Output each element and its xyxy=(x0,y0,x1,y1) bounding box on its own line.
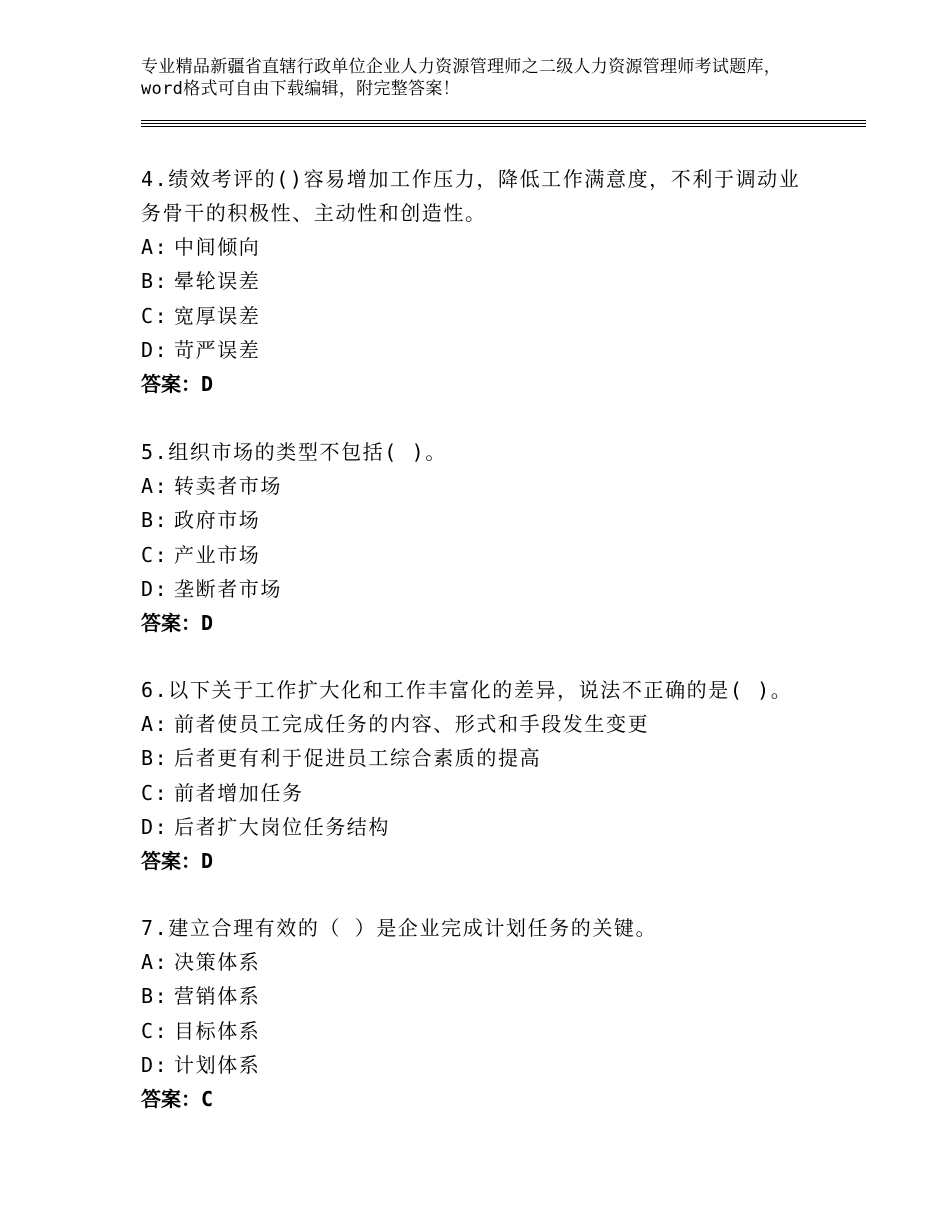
question-item xyxy=(141,435,821,640)
answer-label: 答案： xyxy=(141,372,201,397)
option-text: 宽厚误差 xyxy=(174,303,261,328)
option-text: 垄断者市场 xyxy=(174,576,282,601)
header-divider-line xyxy=(141,123,866,124)
option-b xyxy=(141,264,821,298)
option-text: 转卖者市场 xyxy=(174,474,282,498)
question-item xyxy=(141,911,821,1116)
option-d xyxy=(141,810,821,844)
option-d xyxy=(141,333,821,367)
option-letter: B: xyxy=(141,746,169,771)
option-a xyxy=(141,230,821,264)
question-item xyxy=(141,673,821,878)
question-stem: 6.以下关于工作扩大化和工作丰富化的差异，说法不正确的是( )。 xyxy=(141,678,793,702)
option-text: 产业市场 xyxy=(174,542,261,567)
option-letter: A: xyxy=(141,235,169,259)
option-d xyxy=(141,572,821,606)
option-a xyxy=(141,707,821,741)
option-text: 中间倾向 xyxy=(174,235,261,259)
option-b xyxy=(141,503,821,537)
option-letter: B: xyxy=(141,269,169,294)
option-letter: B: xyxy=(141,508,169,533)
option-letter: C: xyxy=(141,303,169,328)
option-letter: D: xyxy=(141,337,169,362)
option-letter: B: xyxy=(141,984,169,1009)
option-text: 政府市场 xyxy=(174,508,261,533)
option-c xyxy=(141,538,821,572)
answer-value: D xyxy=(201,849,214,874)
answer-label: 答案： xyxy=(141,849,201,874)
option-d xyxy=(141,1048,821,1082)
answer-value: D xyxy=(201,372,214,397)
option-text: 晕轮误差 xyxy=(174,269,261,294)
answer-label: 答案： xyxy=(141,611,201,636)
answer-label: 答案： xyxy=(141,1087,201,1112)
document-header-title: 专业精品新疆省直辖行政单位企业人力资源管理师之二级人力资源管理师考试题库，word格式可自由下载编辑，附完整答案！ xyxy=(141,57,782,99)
answer-line xyxy=(141,1082,821,1116)
option-text: 决策体系 xyxy=(174,950,261,974)
header-divider-line xyxy=(141,126,866,127)
option-b xyxy=(141,741,821,775)
option-text: 营销体系 xyxy=(174,984,261,1009)
option-letter: C: xyxy=(141,780,169,805)
answer-line xyxy=(141,367,821,401)
option-letter: A: xyxy=(141,950,169,974)
question-stem: 7.建立合理有效的（ ）是企业完成计划任务的关键。 xyxy=(141,916,658,940)
option-text: 苛严误差 xyxy=(174,337,261,362)
question-stem: 5.组织市场的类型不包括( )。 xyxy=(141,440,447,464)
answer-line xyxy=(141,844,821,878)
option-letter: C: xyxy=(141,1018,169,1043)
option-text: 后者扩大岗位任务结构 xyxy=(174,814,390,839)
option-text: 后者更有利于促进员工综合素质的提高 xyxy=(174,746,542,771)
option-c xyxy=(141,776,821,810)
option-b xyxy=(141,979,821,1013)
answer-line xyxy=(141,606,821,640)
option-c xyxy=(141,299,821,333)
option-letter: D: xyxy=(141,814,169,839)
question-stem: 4.绩效考评的()容易增加工作压力，降低工作满意度，不利于调动业务骨干的积极性、主动性和创造性。 xyxy=(141,167,801,225)
option-text: 前者使员工完成任务的内容、形式和手段发生变更 xyxy=(174,712,650,736)
option-text: 目标体系 xyxy=(174,1018,261,1043)
option-letter: D: xyxy=(141,576,169,601)
option-a xyxy=(141,945,821,979)
option-text: 计划体系 xyxy=(174,1052,261,1077)
option-c xyxy=(141,1014,821,1048)
answer-value: C xyxy=(201,1087,214,1112)
option-a xyxy=(141,469,821,503)
option-letter: A: xyxy=(141,474,169,498)
header-divider-line xyxy=(141,120,866,121)
answer-value: D xyxy=(201,611,214,636)
option-letter: A: xyxy=(141,712,169,736)
option-letter: D: xyxy=(141,1052,169,1077)
option-letter: C: xyxy=(141,542,169,567)
option-text: 前者增加任务 xyxy=(174,780,304,805)
question-item xyxy=(141,162,821,401)
